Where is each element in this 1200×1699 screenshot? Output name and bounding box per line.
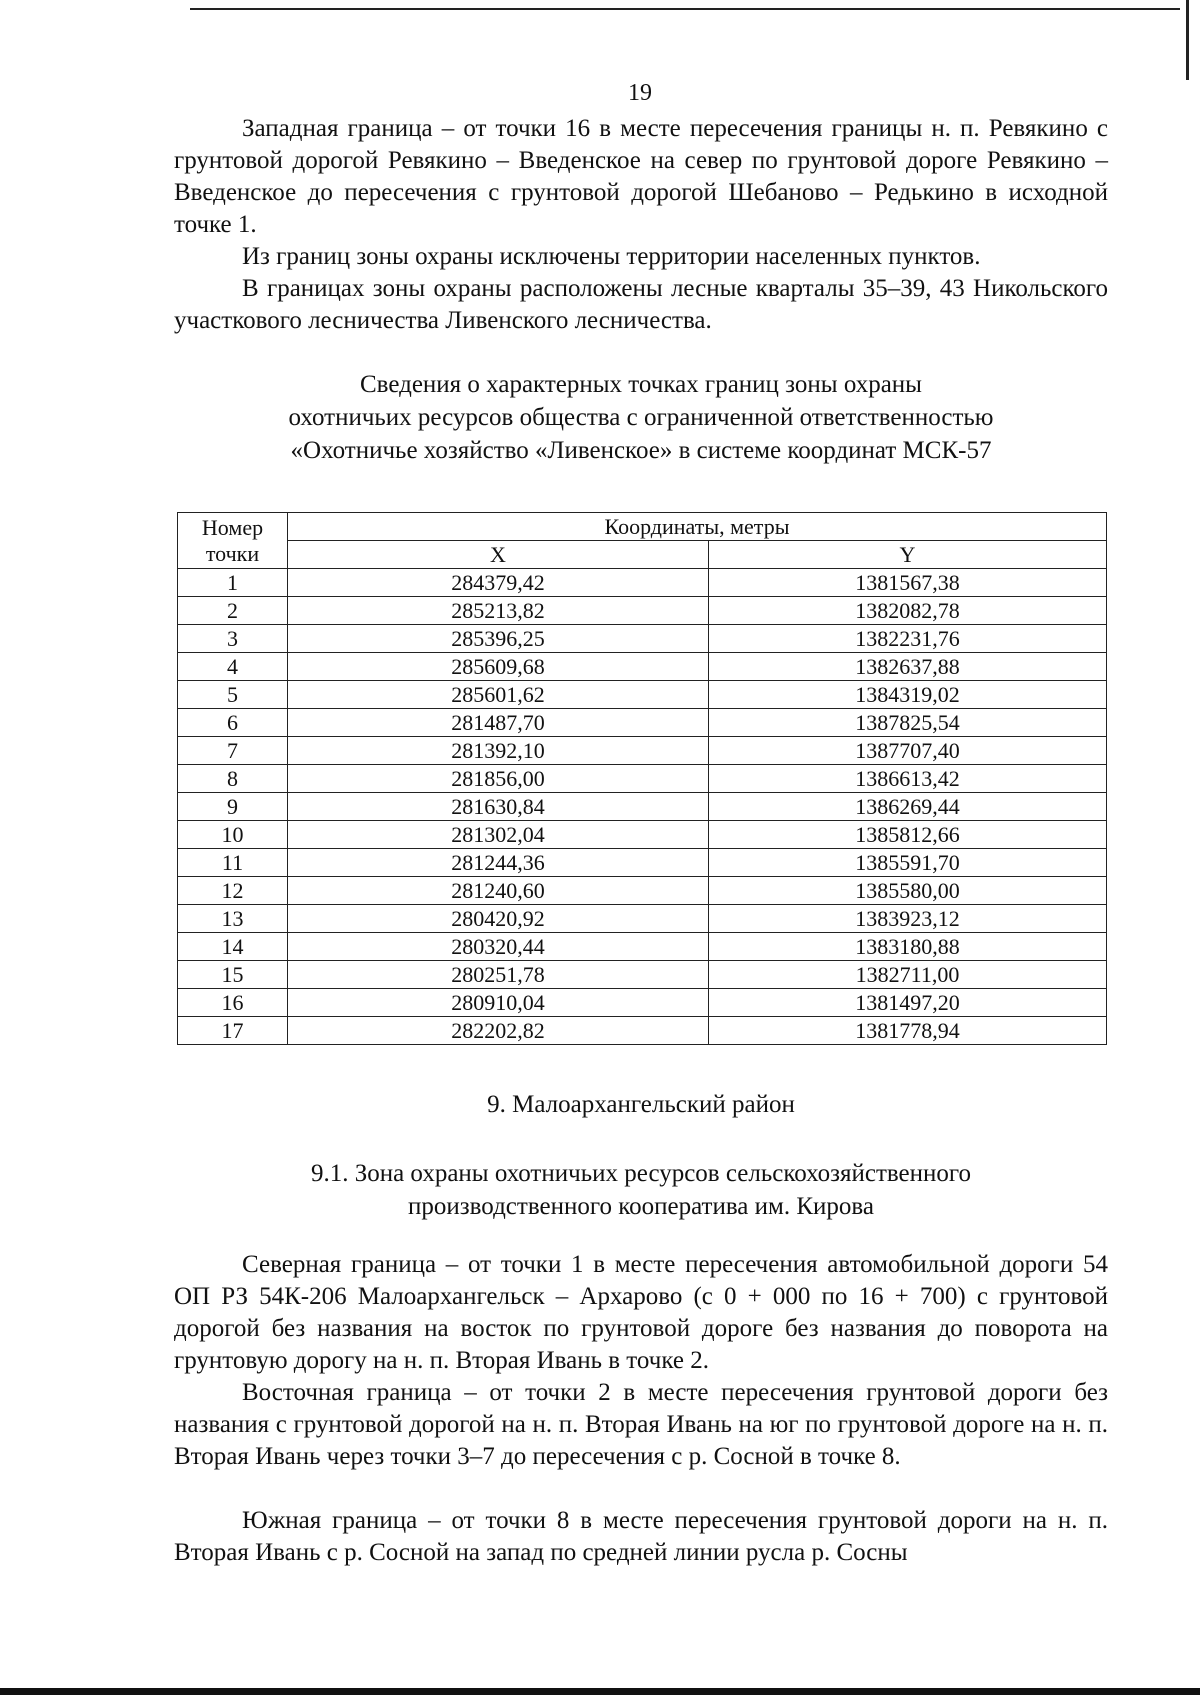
- cell-point-number: 7: [178, 737, 288, 765]
- table-caption-line-1: Сведения о характерных точках границ зоны охраны: [360, 371, 922, 398]
- cell-point-number: 14: [178, 933, 288, 961]
- table-caption-line-3: «Охотничье хозяйство «Ливенское» в системе координат МСК-57: [290, 437, 992, 464]
- paragraph-western-border: Западная граница – от точки 16 в месте пересечения границы н. п. Ревякино с грунтовой дорогой Ревякино – Введенское на север по грунтовой дороге Ревякино – Введенское до пересечения с грунтовой дорогой Шебаново – Редькино в исходной точке 1.: [174, 115, 1108, 238]
- cell-point-number: 15: [178, 961, 288, 989]
- scan-border-bottom: [0, 1688, 1200, 1695]
- cell-x: 281630,84: [288, 793, 709, 821]
- cell-y: 1386269,44: [709, 793, 1107, 821]
- cell-y: 1385591,70: [709, 849, 1107, 877]
- table-row: [178, 597, 1107, 625]
- header-point-number: Номер точки: [178, 513, 288, 569]
- cell-point-number: 8: [178, 765, 288, 793]
- table-row: [178, 625, 1107, 653]
- cell-point-number: 1: [178, 569, 288, 597]
- coordinates-table: [177, 512, 1107, 1045]
- subsection-heading-line-1: 9.1. Зона охраны охотничьих ресурсов сельскохозяйственного: [310, 1160, 972, 1187]
- cell-point-number: 17: [178, 1017, 288, 1045]
- page-number: 19: [628, 80, 652, 106]
- paragraph-northern-border: Северная граница – от точки 1 в месте пересечения автомобильной дороги 54 ОП РЗ 54К-206 Малоархангельск – Архарово (с 0 + 000 по 16 + 700) с грунтовой дорогой без названия на восток по грунтовой дороге без названия до поворота на грунтовую дорогу на н. п. Вторая Ивань в точке 2.: [174, 1251, 1108, 1374]
- cell-x: 280910,04: [288, 989, 709, 1017]
- table-row: [178, 905, 1107, 933]
- cell-x: 280420,92: [288, 905, 709, 933]
- cell-point-number: 16: [178, 989, 288, 1017]
- scan-border-top: [190, 8, 1180, 10]
- cell-x: 281487,70: [288, 709, 709, 737]
- cell-point-number: 12: [178, 877, 288, 905]
- table-row: [178, 737, 1107, 765]
- cell-y: 1381778,94: [709, 1017, 1107, 1045]
- cell-y: 1381567,38: [709, 569, 1107, 597]
- table-row: [178, 961, 1107, 989]
- cell-x: 281302,04: [288, 821, 709, 849]
- cell-x: 285601,62: [288, 681, 709, 709]
- cell-point-number: 11: [178, 849, 288, 877]
- cell-y: 1382637,88: [709, 653, 1107, 681]
- table-row: [178, 933, 1107, 961]
- cell-x: 281244,36: [288, 849, 709, 877]
- cell-point-number: 4: [178, 653, 288, 681]
- table-caption-line-2: охотничьих ресурсов общества с ограниченной ответственностью: [288, 404, 994, 431]
- cell-y: 1386613,42: [709, 765, 1107, 793]
- cell-y: 1385580,00: [709, 877, 1107, 905]
- table-row: [178, 709, 1107, 737]
- cell-x: 281240,60: [288, 877, 709, 905]
- cell-point-number: 6: [178, 709, 288, 737]
- table-row: [178, 569, 1107, 597]
- section-heading: 9. Малоархангельский район: [487, 1091, 795, 1118]
- cell-x: 281856,00: [288, 765, 709, 793]
- cell-y: 1387825,54: [709, 709, 1107, 737]
- table-row: [178, 765, 1107, 793]
- cell-x: 285609,68: [288, 653, 709, 681]
- coordinates-table-body: [178, 569, 1107, 1045]
- cell-point-number: 10: [178, 821, 288, 849]
- cell-y: 1382711,00: [709, 961, 1107, 989]
- scan-border-right: [1186, 0, 1189, 80]
- cell-y: 1384319,02: [709, 681, 1107, 709]
- cell-x: 280320,44: [288, 933, 709, 961]
- header-coordinates: Координаты, метры: [288, 513, 1107, 541]
- cell-y: 1381497,20: [709, 989, 1107, 1017]
- table-row: [178, 1017, 1107, 1045]
- cell-y: 1385812,66: [709, 821, 1107, 849]
- header-x: X: [288, 541, 709, 569]
- cell-point-number: 2: [178, 597, 288, 625]
- paragraph-southern-border: Южная граница – от точки 8 в месте пересечения грунтовой дороги на н. п. Вторая Ивань с р. Сосной на запад по средней линии русла р. Сосны: [174, 1507, 1108, 1566]
- cell-point-number: 3: [178, 625, 288, 653]
- cell-x: 285213,82: [288, 597, 709, 625]
- cell-y: 1382231,76: [709, 625, 1107, 653]
- table-row: [178, 681, 1107, 709]
- cell-x: 284379,42: [288, 569, 709, 597]
- table-row: [178, 989, 1107, 1017]
- cell-x: 282202,82: [288, 1017, 709, 1045]
- table-row: [178, 653, 1107, 681]
- cell-point-number: 13: [178, 905, 288, 933]
- cell-y: 1382082,78: [709, 597, 1107, 625]
- paragraph-forest-quarters: В границах зоны охраны расположены лесные кварталы 35–39, 43 Никольского участкового лесничества Ливенского лесничества.: [174, 275, 1108, 334]
- cell-y: 1383923,12: [709, 905, 1107, 933]
- cell-y: 1383180,88: [709, 933, 1107, 961]
- cell-y: 1387707,40: [709, 737, 1107, 765]
- paragraph-eastern-border: Восточная граница – от точки 2 в месте пересечения грунтовой дороги без названия с грунтовой дорогой на н. п. Вторая Ивань на юг по грунтовой дороге на н. п. Вторая Ивань через точки 3–7 до пересечения с р. Сосной в точке 8.: [174, 1379, 1108, 1470]
- cell-x: 285396,25: [288, 625, 709, 653]
- table-row: [178, 793, 1107, 821]
- paragraph-exclusions: Из границ зоны охраны исключены территории населенных пунктов.: [242, 243, 981, 270]
- table-row: [178, 821, 1107, 849]
- cell-x: 280251,78: [288, 961, 709, 989]
- cell-x: 281392,10: [288, 737, 709, 765]
- table-row: [178, 877, 1107, 905]
- table-row: [178, 849, 1107, 877]
- cell-point-number: 9: [178, 793, 288, 821]
- header-y: Y: [709, 541, 1107, 569]
- cell-point-number: 5: [178, 681, 288, 709]
- subsection-heading-line-2: производственного кооператива им. Кирова: [408, 1193, 874, 1220]
